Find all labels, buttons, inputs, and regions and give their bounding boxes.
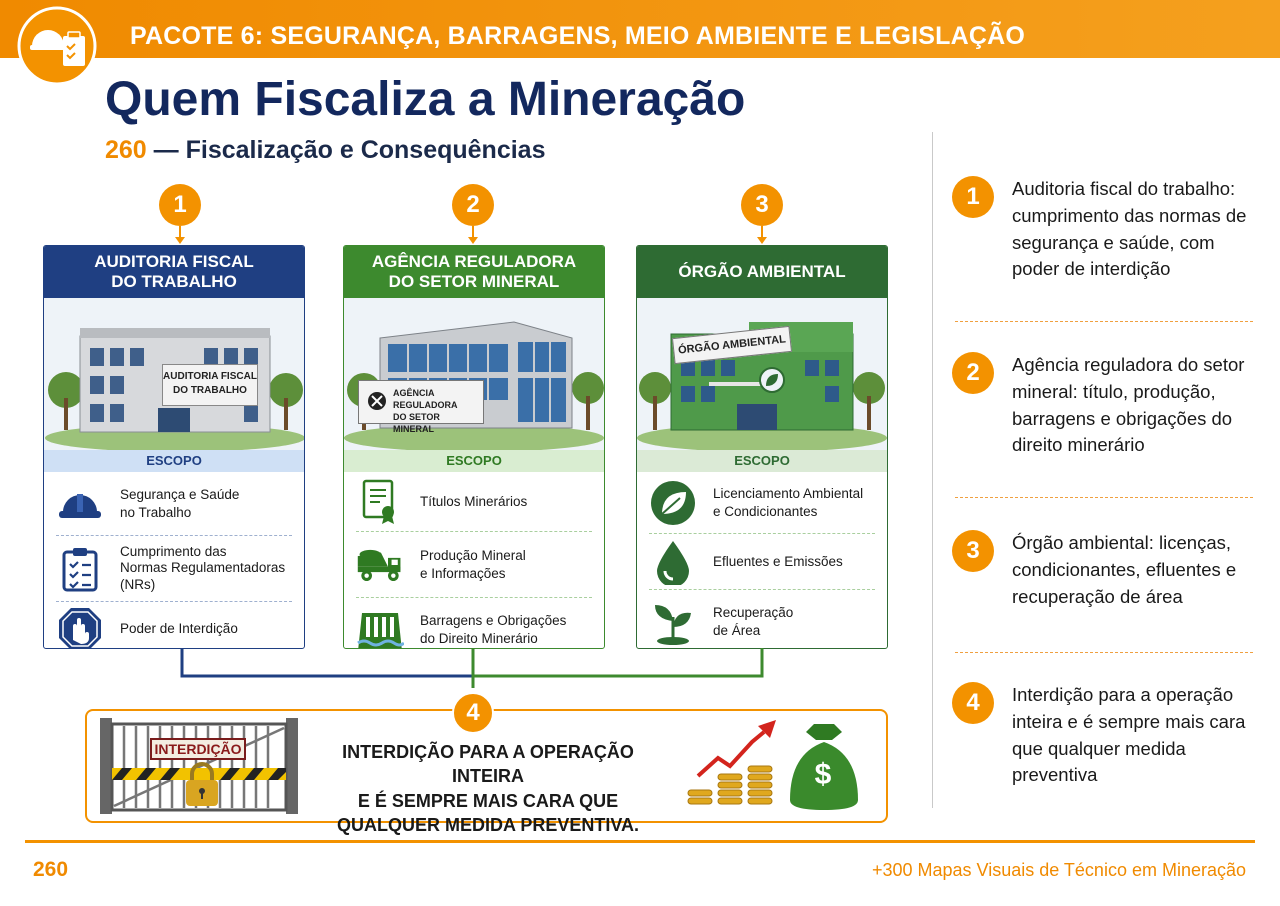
escopo-label: ESCOPO xyxy=(637,450,887,472)
subtitle-text: — Fiscalização e Consequências xyxy=(146,136,546,164)
summary-separator xyxy=(955,652,1253,653)
subtitle-number: 260 xyxy=(105,136,147,164)
summary-text: Órgão ambiental: licenças, condicionantes, efluentes e recuperação de área xyxy=(1012,532,1237,607)
building-sign-line1: AGÊNCIA REGULADORA xyxy=(393,388,458,411)
summary-separator xyxy=(955,497,1253,498)
escopo-label: ESCOPO xyxy=(344,450,604,472)
safety-logo-icon xyxy=(8,6,106,86)
seedling-icon xyxy=(649,600,697,644)
dam-icon xyxy=(356,608,404,649)
list-item xyxy=(649,534,875,590)
banner-title: PACOTE 6: SEGURANÇA, BARRAGENS, MEIO AMBIENTE E LEGISLAÇÃO xyxy=(130,22,1025,50)
step-2-arrow xyxy=(472,226,474,238)
list-item xyxy=(356,472,592,532)
step-2-badge: 2 xyxy=(452,184,494,226)
building-sign-line1: ÓRGÃO AMBIENTAL xyxy=(677,333,787,357)
scope-item-text: Efluentes e Emissões xyxy=(713,553,843,569)
scope-item-text: Segurança e Saúde no Trabalho xyxy=(120,486,240,520)
building-sign xyxy=(358,380,484,435)
scope-item-text: Produção Mineral e Informações xyxy=(420,547,526,581)
building-sign-line2: DO TRABALHO xyxy=(173,384,247,396)
leaf-icon xyxy=(649,481,697,525)
summary-number: 2 xyxy=(952,352,994,394)
list-item xyxy=(56,602,292,649)
building-sign-line1: AUDITORIA FISCAL xyxy=(163,371,257,382)
summary-number: 3 xyxy=(952,530,994,572)
gate-sign: INTERDIÇÃO xyxy=(150,738,246,760)
building-illustration xyxy=(44,298,304,450)
card-orgao-ambiental xyxy=(636,245,888,649)
list-item xyxy=(356,532,592,598)
card-header xyxy=(637,246,887,298)
mining-truck-icon xyxy=(356,543,404,587)
hard-hat-icon xyxy=(56,482,104,526)
building-illustration xyxy=(637,298,887,450)
clipboard-checklist-icon xyxy=(56,547,104,591)
list-item xyxy=(649,472,875,534)
scope-item-text: Cumprimento das Normas Regulamentadoras (NRs) xyxy=(120,544,286,592)
card-header xyxy=(344,246,604,298)
card-header-line2: DO SETOR MINERAL xyxy=(388,272,560,291)
card-agencia-reguladora xyxy=(343,245,605,649)
step-1-badge: 1 xyxy=(159,184,201,226)
summary-separator xyxy=(955,321,1253,322)
summary-number: 4 xyxy=(952,682,994,724)
list-item xyxy=(56,536,292,602)
step-1-arrow xyxy=(179,226,181,238)
connector-lines xyxy=(170,646,770,696)
water-drop-icon xyxy=(649,540,697,584)
escopo-label: ESCOPO xyxy=(44,450,304,472)
page-title: Quem Fiscaliza a Mineração xyxy=(105,73,746,126)
card-auditoria-fiscal xyxy=(43,245,305,649)
footer-rule xyxy=(25,840,1255,843)
column-divider xyxy=(932,132,933,808)
building-illustration xyxy=(344,298,604,450)
scope-item-text: Poder de Interdição xyxy=(120,621,238,637)
dollar-sign: $ xyxy=(814,758,832,791)
series-title: +300 Mapas Visuais de Técnico em Mineração xyxy=(871,860,1246,880)
card-header xyxy=(44,246,304,298)
summary-text: Agência reguladora do setor mineral: título, produção, barragens e obrigações do direito minerário xyxy=(1012,354,1245,456)
scope-item-text: Recuperação de Área xyxy=(713,605,794,638)
list-item xyxy=(649,590,875,649)
cost-increase-illustration xyxy=(686,718,876,814)
stop-hand-icon xyxy=(56,607,104,649)
summary-number: 1 xyxy=(952,176,994,218)
scope-item-text: Barragens e Obrigações do Direito Minerário xyxy=(420,613,567,646)
scope-item-text: Títulos Minerários xyxy=(420,493,528,509)
card-header-line1: ÓRGÃO AMBIENTAL xyxy=(678,261,846,281)
locked-gate-illustration xyxy=(100,716,302,814)
building-sign-line2: DO SETOR MINERAL xyxy=(393,412,440,435)
page-subtitle xyxy=(105,136,546,165)
scope-item-text: Licenciamento Ambiental e Condicionantes xyxy=(713,485,864,519)
card-header-line1: AUDITORIA FISCAL xyxy=(94,251,254,271)
summary-text: Interdição para a operação inteira e é sempre mais cara que qualquer medida preventiva xyxy=(1012,684,1246,786)
card-header-line1: AGÊNCIA REGULADORA xyxy=(371,251,577,271)
step-3-badge: 3 xyxy=(741,184,783,226)
interdicao-text: INTERDIÇÃO PARA A OPERAÇÃO INTEIRA E É SEMPRE MAIS CARA QUE QUALQUER MEDIDA PREVENTIVA. xyxy=(336,742,640,835)
certificate-icon xyxy=(356,480,404,524)
summary-text: Auditoria fiscal do trabalho: cumprimento das normas de segurança e saúde, com poder de interdição xyxy=(1012,178,1247,280)
list-item xyxy=(356,598,592,649)
page-number: 260 xyxy=(33,858,69,881)
hammer-pick-icon xyxy=(367,391,387,411)
card-header-line2: DO TRABALHO xyxy=(111,272,237,291)
step-3-arrow xyxy=(761,226,763,238)
step-4-badge: 4 xyxy=(452,692,494,734)
building-sign xyxy=(162,364,258,406)
list-item xyxy=(56,472,292,536)
